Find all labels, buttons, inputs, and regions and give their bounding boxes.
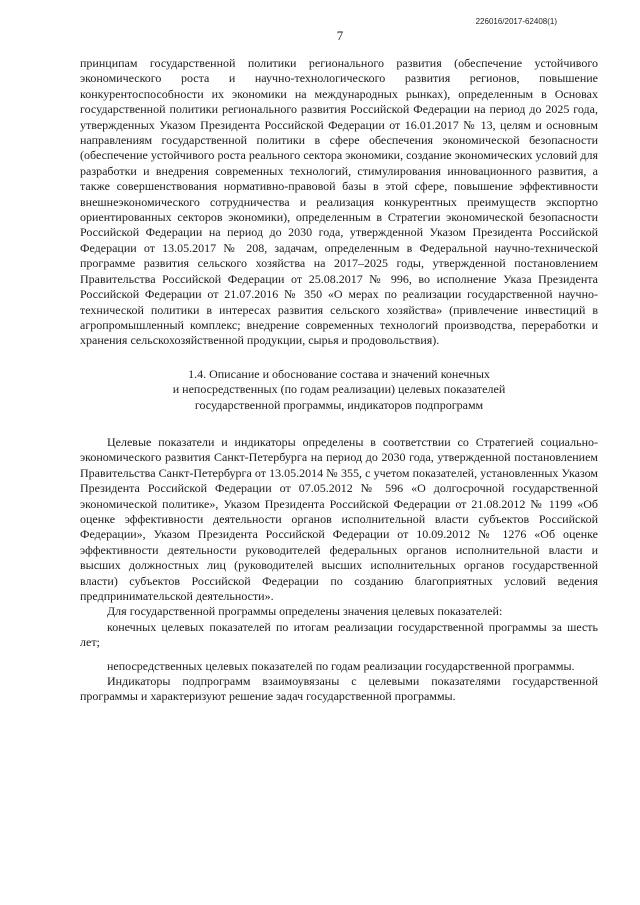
- paragraph-targets: Целевые показатели и индикаторы определены в соответствии со Стратегией социально-экономического развития Санкт-Петербурга на период до 2030 года, утвержденной постановлением Правительства Санкт-Петербурга от 13.05.2014 № 355, с учетом показателей, установленных Указом Президента Российской Федерации от 07.05.2012 № 596 «О долгосрочной государственной экономической политике», Указом Президента Российской Федерации от 21.08.2012 № 1199 «Об оценке эффективности деятельности органов исполнительной власти субъектов Российской Федерации», Указом Президента Российской Федерации от 10.09.2012 № 1276 «Об оценке эффективности деятельности руководителей федеральных органов исполнительной власти и высших должностных лиц (руководителей высших исполнительных органов государственной власти) субъектов Российской Федерации по созданию благоприятных условий ведения предпринимательской деятельности».: [80, 434, 598, 603]
- section-heading: [80, 367, 598, 413]
- paragraph-indicators: Индикаторы подпрограмм взаимоувязаны с целевыми показателями государственной программы и характеризуют решение задач государственной программы.: [80, 674, 598, 704]
- section-heading-line: 1.4. Описание и обоснование состава и значений конечных: [188, 366, 490, 381]
- paragraph-direct-values: непосредственных целевых показателей по годам реализации государственной программы.: [107, 658, 575, 673]
- page-number: 7: [336, 28, 344, 43]
- section-heading-line: и непосредственных (по годам реализации) целевых показателей: [172, 382, 506, 397]
- section-heading-line: государственной программы, индикаторов подпрограмм: [194, 397, 484, 412]
- document-body: [80, 56, 598, 705]
- paragraph-values-intro: Для государственной программы определены значения целевых показателей:: [107, 604, 503, 619]
- paragraph-final-values: конечных целевых показателей по итогам реализации государственной программы за шесть лет;: [80, 619, 598, 650]
- document-id: 226016/2017-62408(1): [475, 17, 557, 26]
- paragraph-continued: принципам государственной политики регионального развития (обеспечение устойчивого экономического роста и научно-технологического развития регионов, повышение конкурентоспособности их экономики на международных рынках), определенным в Основах государственной политики регионального развития Российской Федерации на период до 2025 года, утвержденных Указом Президента Российской Федерации от 16.01.2017 № 13, целям и основным направлениям государственной политики в сфере обеспечения экономической безопасности (обеспечение устойчивого роста реального сектора экономики, создание экономических условий для разработки и внедрения современных технологий, стимулирования инновационного развития, а также совершенствования нормативно-правовой базы в этой сфере, повышение эффективности внешнеэкономического сотрудничества и реализация конкурентных преимуществ экспортно ориентированных секторов экономики), определенным в Стратегии экономической безопасности Российской Федерации на период до 2030 года, утвержденной Указом Президента Российской Федерации от 13.05.2017 № 208, задачам, определенным в Федеральной научно-технической программе развития сельского хозяйства на 2017–2025 годы, утвержденной постановлением Правительства Российской Федерации от 25.08.2017 № 996, во исполнение Указа Президента Российской Федерации от 21.07.2016 № 350 «О мерах по реализации государственной научно-технической политики в интересах развития сельского хозяйства» (привлечение инвестиций в агропромышленный комплекс; внедрение современных технологий производства, переработки и хранения сельскохозяйственной продукции, сырья и продовольствия).: [80, 56, 598, 348]
